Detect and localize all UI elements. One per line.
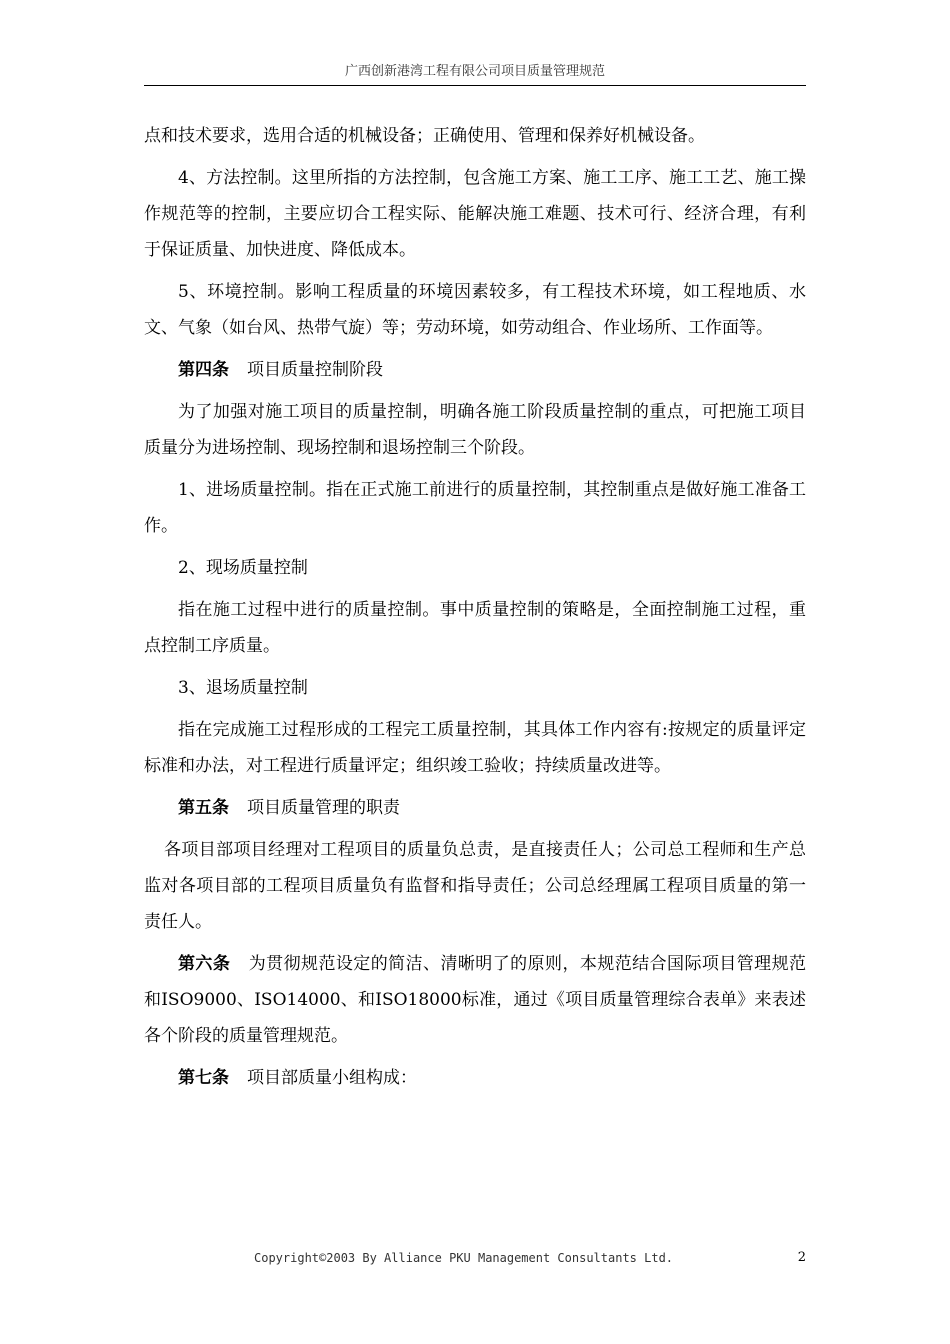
paragraph (144, 592, 806, 664)
paragraph (144, 712, 806, 784)
paragraph-text: 1、进场质量控制。指在正式施工前进行的质量控制，其控制重点是做好施工准备工作。 (144, 480, 806, 536)
paragraph (144, 274, 806, 346)
paragraph (144, 160, 806, 268)
copyright-notice: Copyright©2003 By Alliance PKU Management Consultants Ltd. (254, 1251, 674, 1265)
paragraph-text: 2、现场质量控制 (178, 558, 308, 578)
page-number: 2 (797, 1250, 806, 1265)
paragraph-text: 为了加强对施工项目的质量控制，明确各施工阶段质量控制的重点，可把施工项目质量分为进场控制、现场控制和退场控制三个阶段。 (144, 402, 806, 458)
paragraph-text: 各项目部项目经理对工程项目的质量负总责，是直接责任人；公司总工程师和生产总监对各项目部的工程项目质量负有监督和指导责任；公司总经理属工程项目质量的第一责任人。 (144, 840, 806, 932)
paragraph (144, 118, 806, 154)
paragraph-text: 指在施工过程中进行的质量控制。事中质量控制的策略是，全面控制施工过程，重点控制工序质量。 (144, 600, 806, 656)
paragraph (144, 832, 806, 940)
paragraph (144, 550, 806, 586)
article-title: 项目质量控制阶段 (247, 360, 383, 380)
article-title: 项目质量管理的职责 (247, 798, 400, 818)
paragraph (144, 670, 806, 706)
paragraph (144, 472, 806, 544)
page-footer (144, 1248, 806, 1268)
article-heading (144, 352, 806, 388)
article-heading (144, 946, 806, 1054)
document-body (144, 118, 806, 1096)
article-label: 第四条 (178, 360, 229, 380)
article-label: 第六条 (178, 954, 231, 974)
article-title: 项目部质量小组构成： (247, 1068, 417, 1088)
paragraph-text: 点和技术要求，选用合适的机械设备；正确使用、管理和保养好机械设备。 (144, 126, 705, 146)
paragraph-text: 4、方法控制。这里所指的方法控制，包含施工方案、施工工序、施工工艺、施工操作规范等的控制，主要应切合工程实际、能解决施工难题、技术可行、经济合理，有利于保证质量、加快进度、降低成本。 (144, 168, 806, 260)
paragraph-text: 5、环境控制。影响工程质量的环境因素较多，有工程技术环境，如工程地质、水文、气象（如台风、热带气旋）等；劳动环境，如劳动组合、作业场所、工作面等。 (144, 282, 806, 338)
header-divider (144, 85, 806, 86)
article-heading (144, 1060, 806, 1096)
paragraph-text: 3、退场质量控制 (178, 678, 308, 698)
article-label: 第七条 (178, 1068, 229, 1088)
article-label: 第五条 (178, 798, 229, 818)
page-header: 广西创新港湾工程有限公司项目质量管理规范 (344, 64, 605, 79)
article-heading (144, 790, 806, 826)
paragraph-text: 指在完成施工过程形成的工程完工质量控制，其具体工作内容有:按规定的质量评定标准和办法，对工程进行质量评定；组织竣工验收；持续质量改进等。 (144, 720, 806, 776)
paragraph (144, 394, 806, 466)
article-text: 为贯彻规范设定的简洁、清晰明了的原则，本规范结合国际项目管理规范和ISO9000、ISO14000、和ISO18000标准，通过《项目质量管理综合表单》来表述各个阶段的质量管理规范。 (144, 954, 807, 1046)
